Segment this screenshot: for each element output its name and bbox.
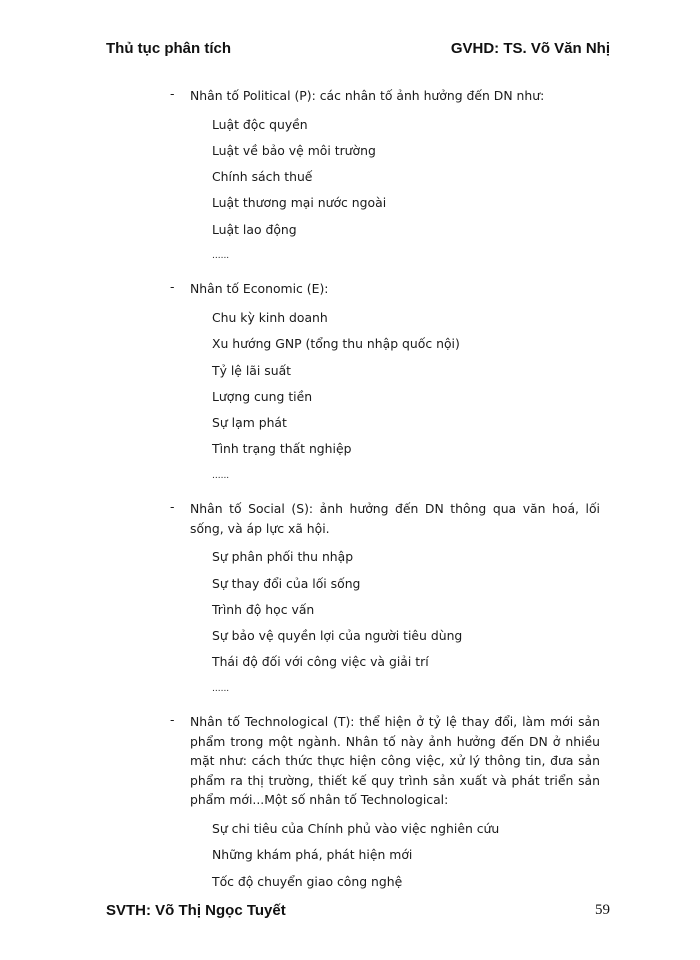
list-item-ellipsis: ......: [212, 470, 230, 481]
list-item: Tốc độ chuyển giao công nghệ: [212, 873, 403, 889]
list-item: Trình độ học vấn: [212, 601, 315, 617]
list-item-ellipsis: ......: [212, 683, 230, 694]
list-item: Sự bảo vệ quyền lợi của người tiêu dùng: [212, 628, 463, 644]
list-item: Luật lao động: [212, 221, 297, 237]
list-item: Tình trạng thất nghiệp: [212, 441, 352, 457]
section-title: Nhân tố Social (S): ảnh hưởng đến DN thông qua văn hoá, lối sống, và áp lực xã hội.: [190, 501, 600, 536]
list-item: Những khám phá, phát hiện mới: [212, 847, 413, 863]
factor-list: [190, 816, 600, 895]
list-item: Xu hướng GNP (tổng thu nhập quốc nội): [212, 336, 460, 352]
list-item: Luật về bảo vệ môi trường: [212, 142, 376, 158]
section-bullet: -: [170, 86, 175, 101]
section-title: Nhân tố Technological (T): thể hiện ở tỷ lệ thay đổi, làm mới sản phẩm trong một ngành. Nhân tố này ảnh hưởng đến DN ở nhiều mặt như: cách thức thực hiện công việc, xử lý thông tin, đưa sản phẩm ra thị trường, thiết kế quy trình sản xuất và phát triển sản phẩm mới...Một số nhân tố Technological:: [190, 714, 600, 808]
factor-list: [190, 544, 600, 702]
section-bullet: -: [170, 712, 175, 728]
list-item: Sự thay đổi của lối sống: [212, 575, 361, 591]
footer-student: SVTH: Võ Thị Ngọc Tuyết: [106, 902, 286, 919]
list-item: Luật thương mại nước ngoài: [212, 195, 387, 211]
factor-list: [190, 112, 600, 270]
section-title: Nhân tố Economic (E):: [190, 281, 329, 297]
factor-list: [190, 305, 600, 489]
section-bullet: -: [170, 499, 175, 515]
page-number: 59: [595, 902, 610, 918]
list-item: Luật độc quyền: [212, 116, 308, 132]
list-item: Thái độ đối với công việc và giải trí: [212, 654, 429, 670]
list-item: Sự lạm phát: [212, 415, 287, 431]
section-social: [170, 497, 600, 702]
list-item: Tỷ lệ lãi suất: [212, 362, 292, 378]
section-technological: [170, 710, 600, 895]
header-course-title: Thủ tục phân tích: [106, 40, 231, 57]
section-political: [170, 84, 600, 269]
section-bullet: -: [170, 279, 175, 295]
list-item: Lượng cung tiền: [212, 388, 313, 404]
list-item-ellipsis: ......: [212, 251, 230, 262]
section-title: Nhân tố Political (P): các nhân tố ảnh hưởng đến DN như:: [190, 88, 545, 103]
list-item: Sự phân phối thu nhập: [212, 549, 354, 565]
list-item: Chu kỳ kinh doanh: [212, 309, 328, 325]
section-economic: [170, 277, 600, 489]
header-instructor: GVHD: TS. Võ Văn Nhị: [450, 40, 610, 57]
document-body: [170, 84, 600, 895]
list-item: Sự chi tiêu của Chính phủ vào việc nghiên cứu: [212, 820, 500, 836]
list-item: Chính sách thuế: [212, 169, 313, 185]
